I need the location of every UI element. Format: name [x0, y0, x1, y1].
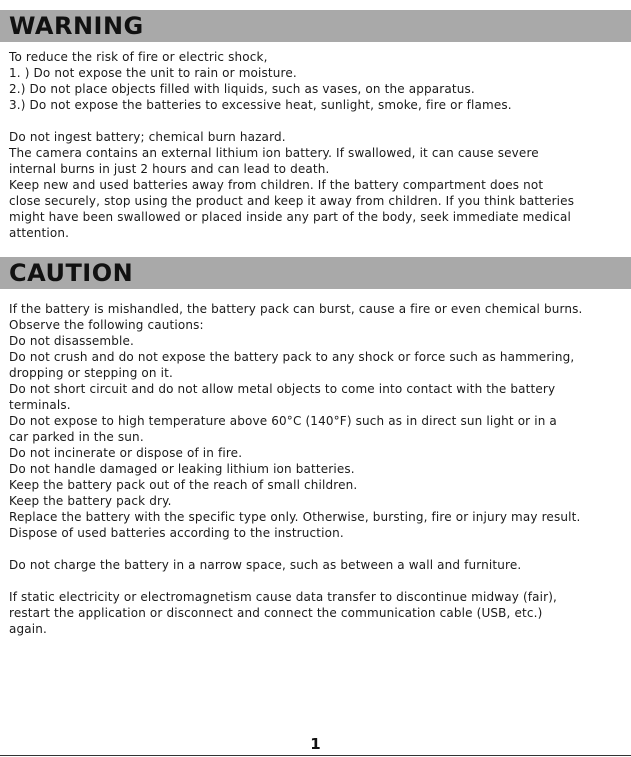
paragraph-line: Dispose of used batteries according to the instruction.: [9, 526, 344, 540]
paragraph-line: car parked in the sun.: [9, 430, 144, 444]
paragraph-line: Do not handle damaged or leaking lithium ion batteries.: [9, 462, 355, 476]
caution-banner: [0, 257, 631, 289]
paragraph-line: If the battery is mishandled, the battery pack can burst, cause a fire or even chemical burns.: [9, 302, 583, 316]
paragraph-line: The camera contains an external lithium ion battery. If swallowed, it can cause severe: [9, 146, 539, 160]
paragraph-line: Keep new and used batteries away from children. If the battery compartment does not: [9, 178, 544, 192]
paragraph-line: Do not charge the battery in a narrow space, such as between a wall and furniture.: [9, 558, 522, 572]
paragraph-line: Do not crush and do not expose the battery pack to any shock or force such as hammering,: [9, 350, 575, 364]
paragraph-line: restart the application or disconnect and connect the communication cable (USB, etc.): [9, 606, 543, 620]
paragraph-line: Keep the battery pack out of the reach of small children.: [9, 478, 358, 492]
paragraph-line: attention.: [9, 226, 70, 240]
paragraph-line: internal burns in just 2 hours and can lead to death.: [9, 162, 330, 176]
paragraph-line: Do not ingest battery; chemical burn hazard.: [9, 130, 286, 144]
static-electricity-paragraph: [9, 589, 627, 637]
warning-instructions: [9, 49, 627, 113]
battery-hazard-paragraph: [9, 129, 627, 241]
paragraph-line: terminals.: [9, 398, 71, 412]
caution-heading: CAUTION: [9, 259, 134, 287]
paragraph-line: If static electricity or electromagnetism cause data transfer to discontinue midway (fair),: [9, 590, 558, 604]
warning-list-item: 1. ) Do not expose the unit to rain or moisture.: [9, 66, 297, 80]
paragraph-line: again.: [9, 622, 47, 636]
warning-list-item: 3.) Do not expose the batteries to excessive heat, sunlight, smoke, fire or flames.: [9, 98, 512, 112]
warning-list-item: 2.) Do not place objects filled with liquids, such as vases, on the apparatus.: [9, 82, 475, 96]
paragraph-line: Do not short circuit and do not allow metal objects to come into contact with the battery: [9, 382, 556, 396]
paragraph-line: close securely, stop using the product and keep it away from children. If you think batteries: [9, 194, 575, 208]
paragraph-line: dropping or stepping on it.: [9, 366, 173, 380]
warning-intro-line: To reduce the risk of fire or electric shock,: [9, 50, 268, 64]
paragraph-line: Do not disassemble.: [9, 334, 134, 348]
paragraph-line: Do not incinerate or dispose of in fire.: [9, 446, 243, 460]
caution-instructions: [9, 301, 627, 541]
paragraph-line: Observe the following cautions:: [9, 318, 204, 332]
paragraph-line: Replace the battery with the specific type only. Otherwise, bursting, fire or injury may result.: [9, 510, 581, 524]
narrow-space-paragraph: [9, 557, 627, 573]
paragraph-line: Keep the battery pack dry.: [9, 494, 172, 508]
warning-banner: [0, 10, 631, 42]
footer-divider: [0, 755, 631, 756]
page-number: 1: [310, 735, 321, 753]
warning-heading: WARNING: [9, 12, 144, 40]
paragraph-line: might have been swallowed or placed inside any part of the body, seek immediate medical: [9, 210, 571, 224]
paragraph-line: Do not expose to high temperature above 60°C (140°F) such as in direct sun light or in a: [9, 414, 557, 428]
